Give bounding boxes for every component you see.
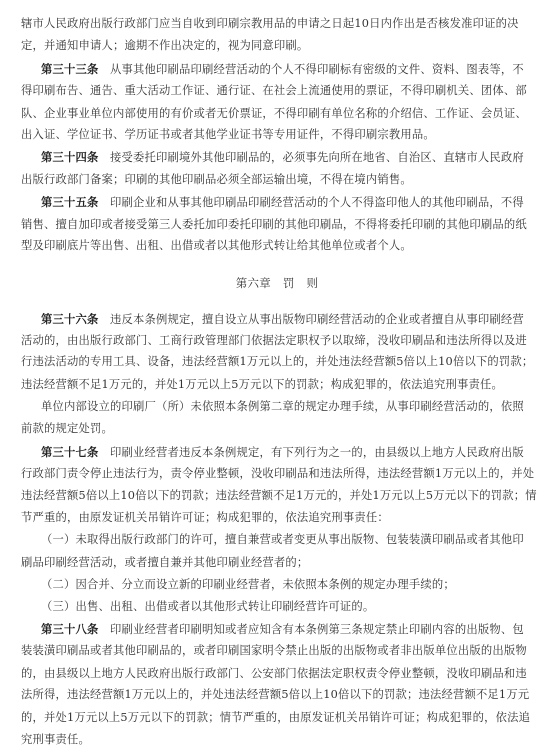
article-38-line-1 (41, 622, 524, 637)
article-35-line-2: 销售、擅自加印或者接受第三人委托加印委托印刷的其他印刷品，不得将委托印刷的其他印刷品的纸 (21, 217, 527, 231)
chapter-heading: 第六章 罚 则 (235, 275, 319, 290)
article-35-text-1: 印刷企业和从事其他印刷品印刷经营活动的个人不得盗印他人的其他印刷品，不得 (98, 196, 524, 210)
article-37-item-1-line-1: （一）未取得出版行政部门的许可，擅自兼营或者变更从事出版物、包装装潢印刷品或者其他印 (41, 533, 524, 547)
article-34-text-1: 接受委托印刷境外其他印刷品的，必须事先向所在地省、自治区、直辖市人民政府 (98, 151, 524, 165)
article-35-title: 第三十五条 (41, 195, 99, 210)
article-37-line-2: 行政部门责令停止违法行为，责令停业整顿，没收印刷品和违法所得，违法经营额1万元以上的，并处 (21, 467, 535, 481)
article-33-line-1 (41, 62, 524, 77)
article-33-line-4: 出入证、学位证书、学历证书或者其他学业证书等专用证件，不得印刷宗教用品。 (21, 128, 435, 141)
article-34-line-1 (41, 150, 524, 165)
article-36-line-4: 违法经营额不足1万元的，并处1万元以上5万元以下的罚款；构成犯罪的，依法追究刑事责任。 (21, 377, 504, 391)
article-37-item-2: （二）因合并、分立而设立新的印刷业经营者，未依照本条例的规定办理手续的； (41, 578, 455, 592)
article-37-item-1-line-2: 刷品印刷经营活动，或者擅自兼并其他印刷业经营者的； (21, 555, 309, 569)
article-36-para2-line-2: 前款的规定处罚。 (21, 422, 113, 436)
article-37-item-3: （三）出售、出租、出借或者以其他形式转让印刷经营许可证的。 (41, 599, 375, 613)
article-38-line-4: 法所得，违法经营额1万元以上的，并处违法经营额5倍以上10倍以下的罚款；违法经营额不足1万元 (21, 688, 530, 702)
article-34-title: 第三十四条 (41, 150, 99, 165)
article-33-line-2: 得印刷布告、通告、重大活动工作证、通行证、在社会上流通使用的票证，不得印刷机关、团体、部 (21, 84, 527, 98)
article-34-line-2: 出版行政部门备案；印刷的其他印刷品必须全部运输出境，不得在境内销售。 (21, 172, 412, 186)
article-37-text-1: 印刷业经营者违反本条例规定，有下列行为之一的，由县级以上地方人民政府出版 (98, 445, 524, 459)
article-38-line-3: 的，由县级以上地方人民政府出版行政部门、公安部门依据法定职权责令停业整顿，没收印刷品和违 (21, 666, 527, 680)
article-37-line-1 (41, 445, 524, 460)
article-33-text-1: 从事其他印刷品印刷经营活动的个人不得印刷标有密级的文件、资料、图表等，不 (98, 62, 524, 76)
article-36-text-1: 违反本条例规定，擅自设立从事出版物印刷经营活动的企业或者擅自从事印刷经营 (98, 312, 524, 326)
article-32-tail-line-2: 定，并通知申请人；逾期不作出决定的，视为同意印刷。 (21, 39, 309, 53)
article-38-title: 第三十八条 (41, 622, 99, 636)
article-33-line-3: 队、企业事业单位内部使用的有价或者无价票证，不得印刷有单位名称的介绍信、工作证、会员证、 (21, 106, 527, 120)
article-36-line-2: 活动的，由出版行政部门、工商行政管理部门依据法定职权予以取缔，没收印刷品和违法所得以及进 (21, 333, 527, 347)
article-38-line-2: 装装潢印刷品或者其他印刷品的，或者印刷国家明令禁止出版的出版物或者非出版单位出版的出版物 (21, 644, 527, 658)
article-36-line-3: 行违法活动的专用工具、设备，违法经营额1万元以上的，并处违法经营额5倍以上10倍以下的罚款； (21, 355, 534, 369)
article-38-text-1: 印刷业经营者印刷明知或者应知含有本条例第三条规定禁止印刷内容的出版物、包 (98, 623, 524, 636)
article-35-line-3: 型及印刷底片等出售、出租、出借或者以其他形式转让给其他单位或者个人。 (21, 239, 412, 252)
article-36-line-1 (41, 312, 524, 327)
article-35-line-1 (41, 195, 524, 210)
article-37-title: 第三十七条 (41, 444, 99, 459)
article-32-tail-line-1: 辖市人民政府出版行政部门应当自收到印刷宗教用品的申请之日起10日内作出是否核发准印证的决 (21, 17, 519, 30)
article-36-title: 第三十六条 (41, 311, 99, 326)
article-33-title: 第三十三条 (41, 61, 99, 76)
article-36-para2-line-1: 单位内部设立的印刷厂（所）未依照本条例第二章的规定办理手续，从事印刷经营活动的，依照 (41, 400, 524, 414)
article-38-line-6: 究刑事责任。 (21, 733, 90, 746)
article-37-line-3: 违法经营额5倍以上10倍以下的罚款；违法经营额不足1万元的，并处1万元以上5万元以下的罚款；情 (21, 488, 537, 502)
article-37-line-4: 节严重的，由原发证机关吊销许可证；构成犯罪的，依法追究刑事责任： (21, 511, 389, 524)
article-38-line-5: 的，并处1万元以上5万元以下的罚款；情节严重的，由原发证机关吊销许可证；构成犯罪的，依法追 (21, 710, 531, 724)
